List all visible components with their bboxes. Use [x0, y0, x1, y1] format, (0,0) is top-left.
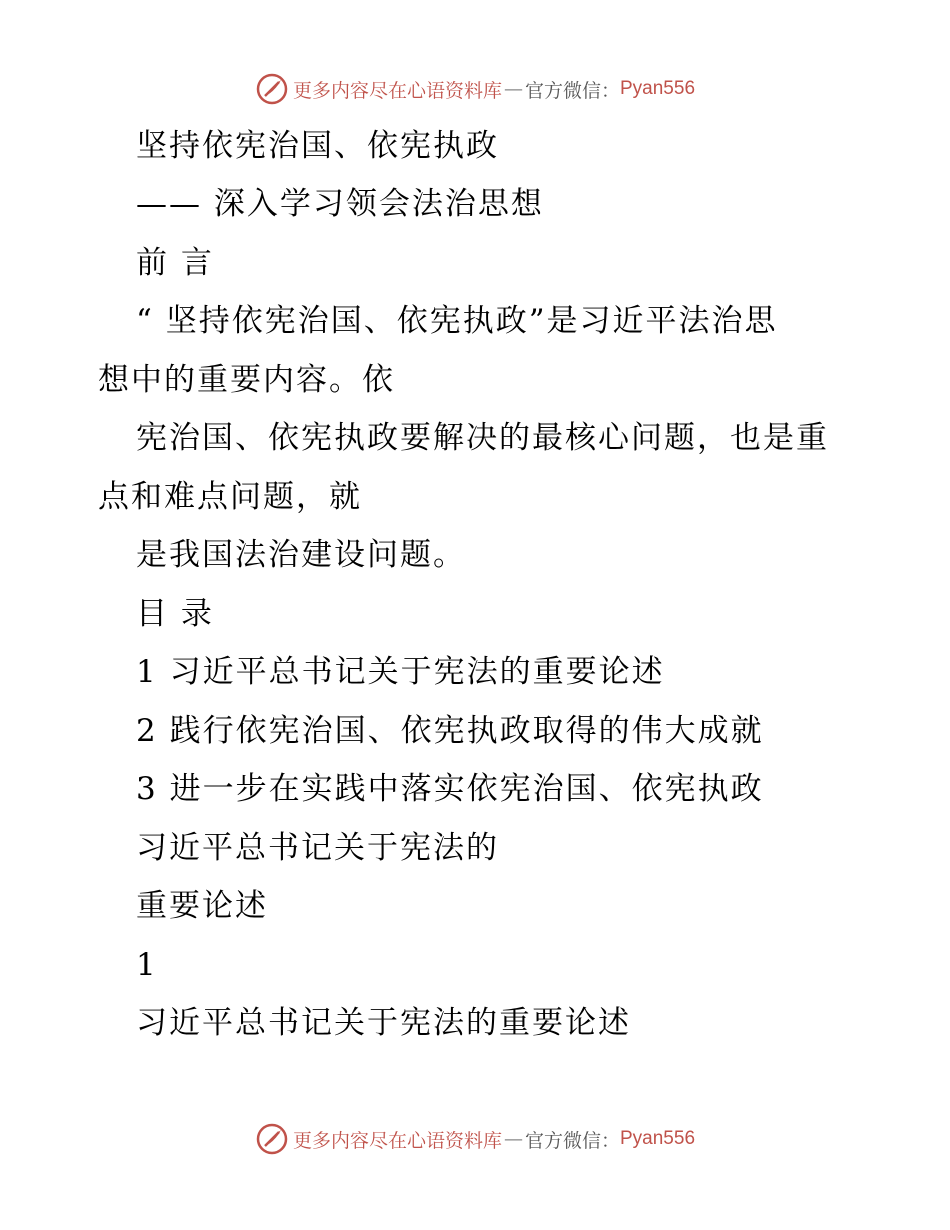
watermark-dash: —: [503, 78, 523, 100]
watermark-main-text: 更多内容尽在心语资料库: [292, 79, 502, 102]
document-subtitle: —— 深入学习领会法治思想: [136, 186, 544, 222]
toc-item-1: 1 习近平总书记关于宪法的重要论述: [136, 654, 665, 690]
toc-item-3: 3 进一步在实践中落实依宪治国、依宪执政: [136, 771, 764, 807]
section-heading: 习近平总书记关于宪法的重要论述: [136, 1005, 631, 1041]
footer-watermark: [0, 1122, 950, 1156]
header-watermark: [0, 72, 950, 106]
watermark-sub-text: 官方微信：: [524, 79, 620, 102]
quill-logo-icon: [255, 1122, 289, 1156]
preface-paragraph-2-line-1: 宪治国、依宪执政要解决的最核心问题，也是重: [136, 420, 829, 456]
document-title: 坚持依宪治国、依宪执政: [136, 128, 499, 164]
watermark-wechat-id: Pyan556: [620, 1128, 696, 1149]
watermark-wechat-id: Pyan556: [620, 78, 696, 99]
preface-paragraph-1-line-2: 想中的重要内容。依: [98, 362, 395, 398]
preface-paragraph-2-line-2: 点和难点问题，就: [98, 479, 362, 515]
watermark-sub-text: 官方微信：: [524, 1129, 620, 1152]
section-number: 1: [136, 947, 158, 983]
watermark-main-text: 更多内容尽在心语资料库: [292, 1129, 502, 1152]
section-title-line-1: 习近平总书记关于宪法的: [136, 830, 499, 866]
preface-paragraph-3: 是我国法治建设问题。: [136, 537, 466, 573]
toc-heading: 目 录: [136, 596, 214, 632]
watermark-dash: —: [503, 1128, 523, 1150]
toc-item-2: 2 践行依宪治国、依宪执政取得的伟大成就: [136, 713, 764, 749]
preface-heading: 前 言: [136, 245, 214, 281]
section-title-line-2: 重要论述: [136, 888, 268, 924]
quill-logo-icon: [255, 72, 289, 106]
preface-paragraph-1-line-1: “ 坚持依宪治国、依宪执政”是习近平法治思: [136, 303, 778, 339]
